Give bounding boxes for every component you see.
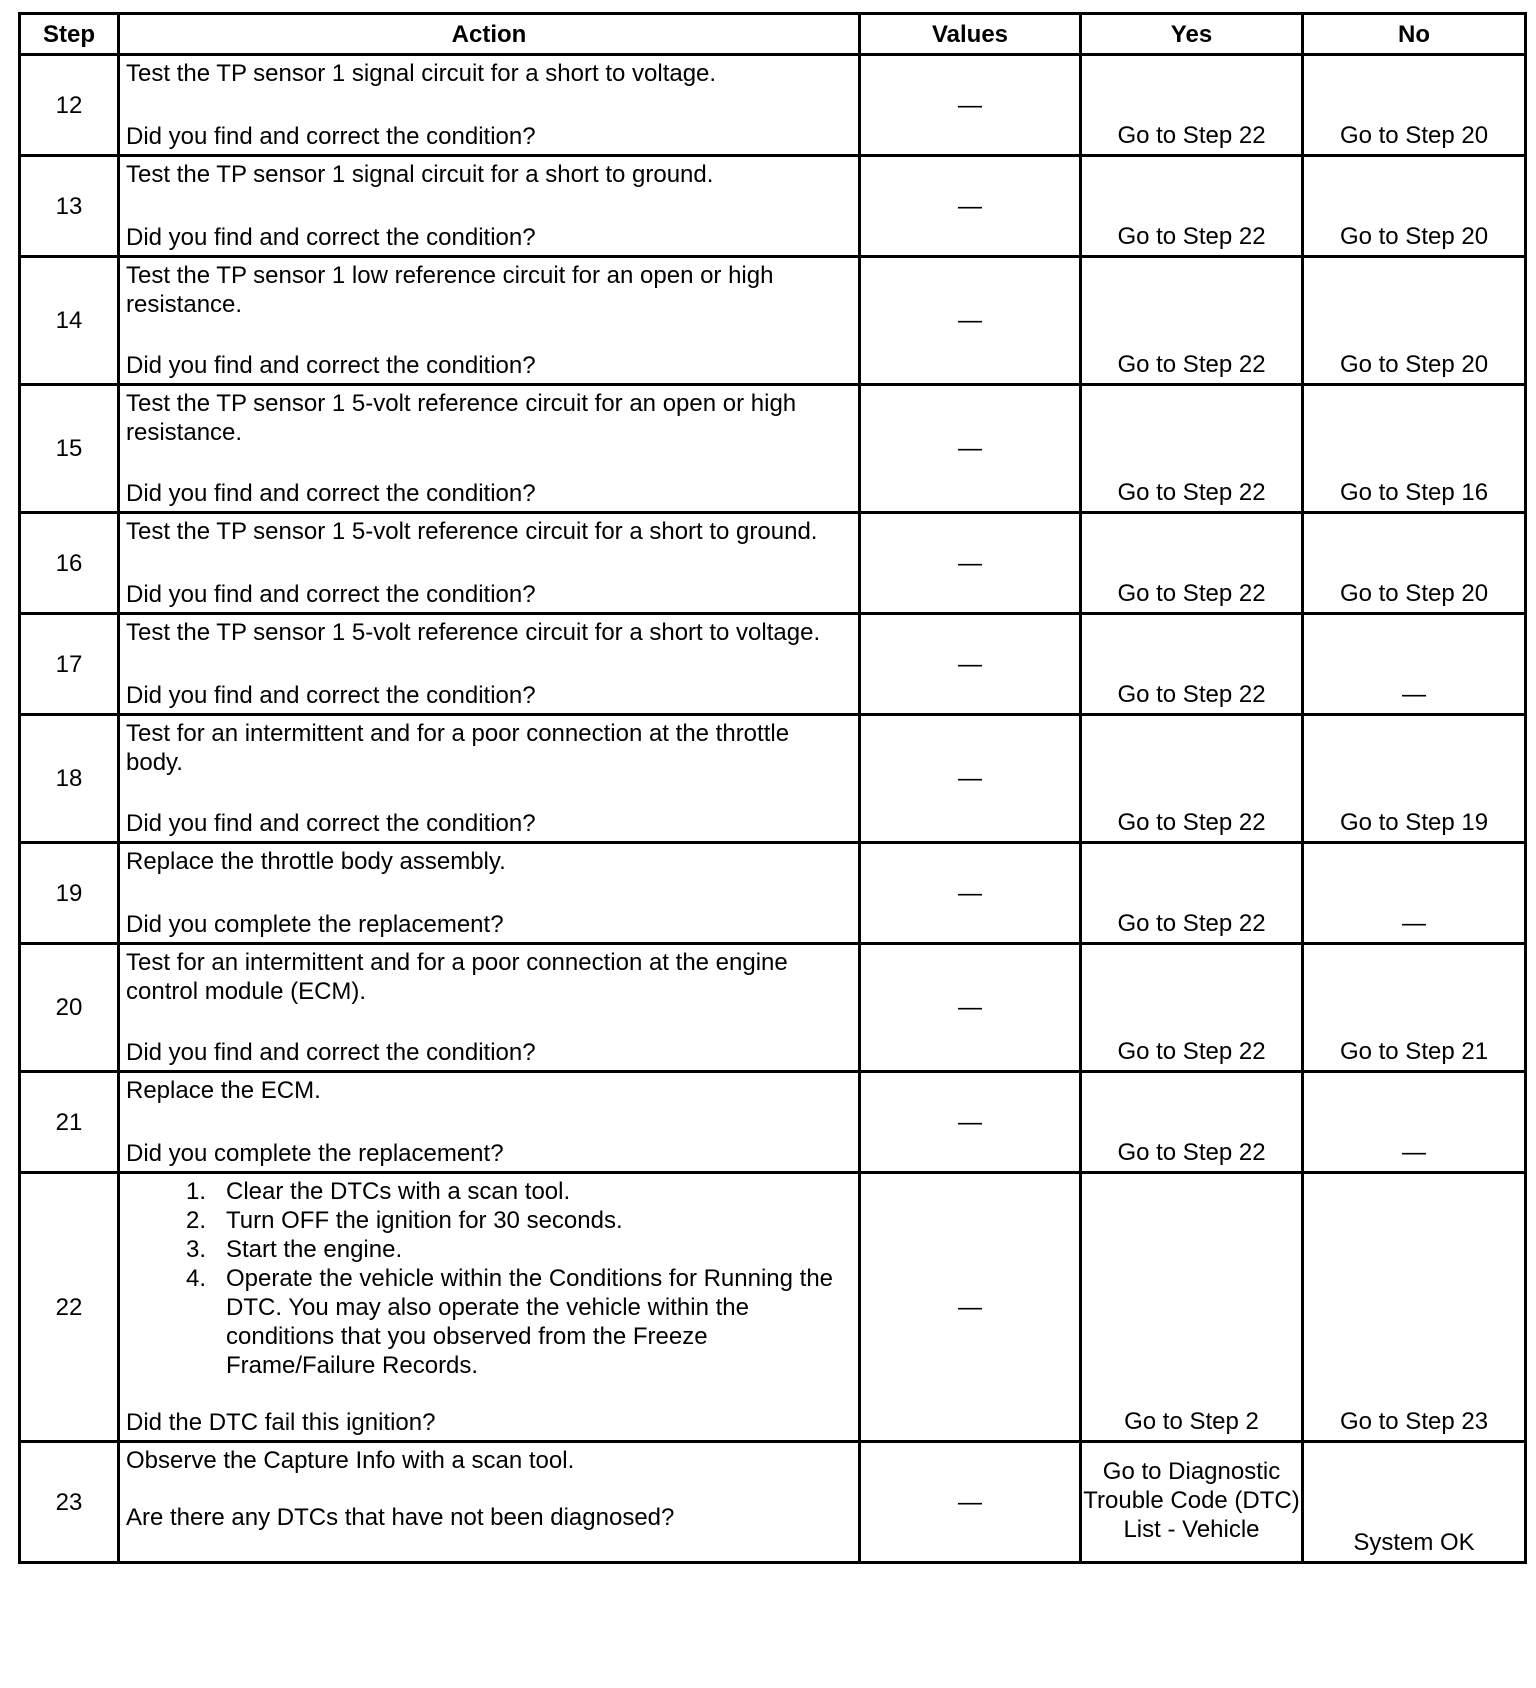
no-cell: Go to Step 20 — [1303, 156, 1526, 257]
question-text: Did you complete the replacement? — [126, 911, 504, 938]
list-number: 2. — [185, 1207, 206, 1234]
yes-cell: Go to Step 22 — [1081, 614, 1303, 715]
action-text: Test for an intermittent and for a poor connection at the engine control module (ECM). — [126, 949, 788, 1005]
question-text: Did you find and correct the condition? — [126, 123, 536, 150]
values-cell: — — [860, 1442, 1081, 1563]
step-number: 21 — [20, 1072, 119, 1173]
list-text: Clear the DTCs with a scan tool. — [226, 1178, 571, 1205]
values-cell: — — [860, 156, 1081, 257]
question-text: Did you find and correct the condition? — [126, 224, 536, 251]
question-text: Did you find and correct the condition? — [126, 682, 536, 709]
values-cell: — — [860, 257, 1081, 385]
action-text: Test the TP sensor 1 5-volt reference circuit for a short to ground. — [126, 518, 818, 545]
list-item — [126, 1177, 852, 1206]
list-number: 3. — [185, 1236, 206, 1263]
yes-cell: Go to Diagnostic Trouble Code (DTC) List - Vehicle — [1081, 1442, 1303, 1563]
procedure-list — [126, 1177, 852, 1380]
action-cell — [119, 1173, 860, 1442]
step-number: 13 — [20, 156, 119, 257]
values-cell: — — [860, 843, 1081, 944]
table-row — [20, 156, 1526, 257]
table-row — [20, 55, 1526, 156]
step-number: 18 — [20, 715, 119, 843]
values-cell: — — [860, 385, 1081, 513]
table-row — [20, 257, 1526, 385]
step-number: 12 — [20, 55, 119, 156]
action-text: Test the TP sensor 1 signal circuit for a short to voltage. — [126, 60, 717, 87]
action-cell — [119, 156, 860, 257]
table-row — [20, 385, 1526, 513]
table-row — [20, 1072, 1526, 1173]
header-no: No — [1303, 14, 1526, 55]
no-cell: Go to Step 19 — [1303, 715, 1526, 843]
yes-cell: Go to Step 22 — [1081, 513, 1303, 614]
action-text: Test the TP sensor 1 signal circuit for a short to ground. — [126, 161, 714, 188]
question-text: Did the DTC fail this ignition? — [126, 1409, 436, 1436]
list-number: 1. — [185, 1178, 206, 1205]
no-cell: Go to Step 20 — [1303, 55, 1526, 156]
list-text: Start the engine. — [226, 1236, 403, 1263]
table-row-23 — [20, 1442, 1526, 1563]
values-cell: — — [860, 614, 1081, 715]
action-text: Observe the Capture Info with a scan tool. — [126, 1447, 575, 1474]
action-text: Replace the ECM. — [126, 1077, 321, 1104]
yes-cell: Go to Step 22 — [1081, 944, 1303, 1072]
action-cell — [119, 1442, 860, 1563]
no-cell: Go to Step 16 — [1303, 385, 1526, 513]
action-cell — [119, 257, 860, 385]
step-number: 19 — [20, 843, 119, 944]
action-text: Test the TP sensor 1 5-volt reference circuit for an open or high resistance. — [126, 390, 797, 446]
action-cell — [119, 843, 860, 944]
list-text: Turn OFF the ignition for 30 seconds. — [226, 1207, 623, 1234]
question-text: Did you find and correct the condition? — [126, 810, 536, 837]
header-values: Values — [860, 14, 1081, 55]
question-text: Did you find and correct the condition? — [126, 581, 536, 608]
no-cell: — — [1303, 614, 1526, 715]
action-cell — [119, 614, 860, 715]
list-number: 4. — [185, 1265, 206, 1292]
yes-cell: Go to Step 22 — [1081, 257, 1303, 385]
question-text: Did you find and correct the condition? — [126, 480, 536, 507]
table-row — [20, 843, 1526, 944]
values-cell: — — [860, 944, 1081, 1072]
yes-cell: Go to Step 22 — [1081, 843, 1303, 944]
table-row-22 — [20, 1173, 1526, 1442]
values-cell: — — [860, 1072, 1081, 1173]
action-text: Replace the throttle body assembly. — [126, 848, 506, 875]
table-row — [20, 614, 1526, 715]
no-cell: System OK — [1303, 1442, 1526, 1563]
table-row — [20, 944, 1526, 1072]
step-number: 16 — [20, 513, 119, 614]
action-text: Test the TP sensor 1 5-volt reference circuit for a short to voltage. — [126, 619, 821, 646]
question-text: Are there any DTCs that have not been diagnosed? — [126, 1504, 675, 1531]
yes-cell: Go to Step 22 — [1081, 55, 1303, 156]
list-item — [126, 1264, 852, 1380]
action-text: Test for an intermittent and for a poor connection at the throttle body. — [126, 720, 790, 776]
values-cell: — — [860, 513, 1081, 614]
step-number: 20 — [20, 944, 119, 1072]
header-yes: Yes — [1081, 14, 1303, 55]
question-text: Did you complete the replacement? — [126, 1140, 504, 1167]
values-cell: — — [860, 55, 1081, 156]
table-row — [20, 715, 1526, 843]
yes-cell: Go to Step 22 — [1081, 715, 1303, 843]
action-cell — [119, 715, 860, 843]
step-number: 17 — [20, 614, 119, 715]
action-cell — [119, 385, 860, 513]
step-number: 15 — [20, 385, 119, 513]
no-cell: Go to Step 21 — [1303, 944, 1526, 1072]
question-text: Did you find and correct the condition? — [126, 1039, 536, 1066]
list-item — [126, 1235, 852, 1264]
action-cell — [119, 55, 860, 156]
header-action: Action — [119, 14, 860, 55]
action-text: Test the TP sensor 1 low reference circuit for an open or high resistance. — [126, 262, 774, 318]
yes-cell: Go to Step 2 — [1081, 1173, 1303, 1442]
yes-cell: Go to Step 22 — [1081, 385, 1303, 513]
no-cell: Go to Step 20 — [1303, 513, 1526, 614]
action-cell — [119, 513, 860, 614]
yes-cell: Go to Step 22 — [1081, 156, 1303, 257]
yes-cell: Go to Step 22 — [1081, 1072, 1303, 1173]
list-item — [126, 1206, 852, 1235]
values-cell: — — [860, 715, 1081, 843]
action-cell — [119, 1072, 860, 1173]
header-step: Step — [20, 14, 119, 55]
action-cell — [119, 944, 860, 1072]
step-number: 23 — [20, 1442, 119, 1563]
no-cell: Go to Step 20 — [1303, 257, 1526, 385]
question-text: Did you find and correct the condition? — [126, 352, 536, 379]
values-cell: — — [860, 1173, 1081, 1442]
header-row — [20, 14, 1526, 55]
table-row — [20, 513, 1526, 614]
list-text: Operate the vehicle within the Conditions for Running the DTC. You may also operate the vehicle within the conditions that you observed from the Freeze Frame/Failure Records. — [226, 1265, 834, 1379]
no-cell: — — [1303, 1072, 1526, 1173]
no-cell: — — [1303, 843, 1526, 944]
diagnostic-table — [18, 12, 1527, 1564]
step-number: 14 — [20, 257, 119, 385]
no-cell: Go to Step 23 — [1303, 1173, 1526, 1442]
step-number: 22 — [20, 1173, 119, 1442]
